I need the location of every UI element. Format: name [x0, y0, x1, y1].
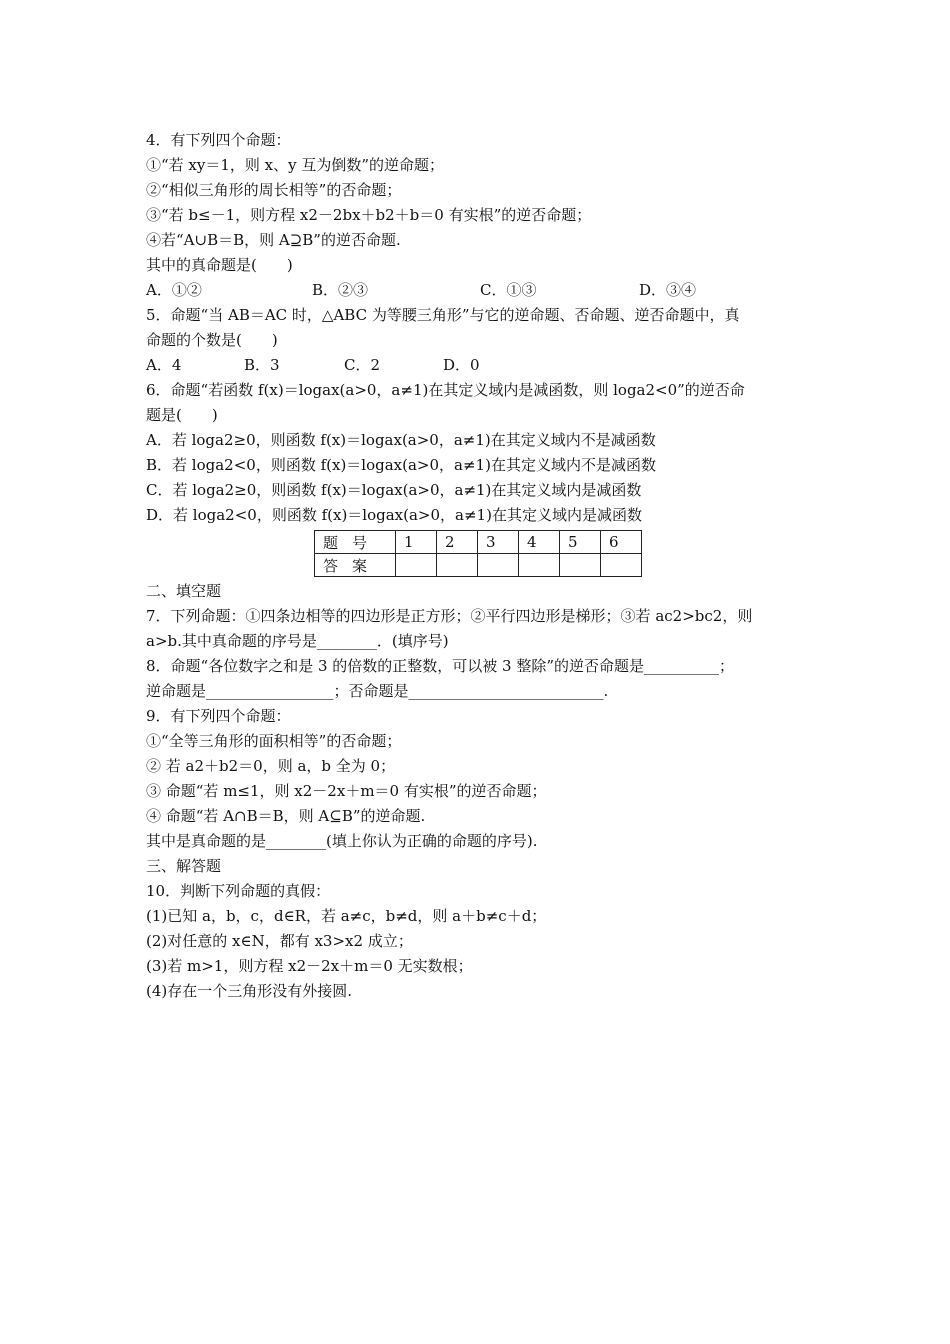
- answer-cell[interactable]: [396, 554, 437, 577]
- q7-line-2: a>b.其中真命题的序号是________．(填序号): [146, 632, 449, 650]
- q10-item-3: (3)若 m>1，则方程 x2－2x＋m＝0 无实数根；: [146, 957, 473, 975]
- q4-ask: 其中的真命题是( ): [146, 256, 293, 274]
- q6-option-a: A．若 loga2≥0，则函数 f(x)＝logax(a>0，a≠1)在其定义域内不是减函数: [146, 431, 656, 449]
- answer-table-number: 4: [519, 531, 560, 554]
- q8-line-2: 逆命题是_________________；否命题是__________________________.: [146, 682, 609, 700]
- answer-cell[interactable]: [437, 554, 478, 577]
- q8-line-1: 8．命题“各位数字之和是 3 的倍数的正整数，可以被 3 整除”的逆否命题是__________；: [146, 657, 735, 675]
- q4-item-1: ①“若 xy＝1，则 x、y 互为倒数”的逆命题；: [146, 156, 445, 174]
- answer-table: [314, 530, 642, 577]
- q4-option-d: D．③④: [639, 281, 697, 299]
- q10-item-4: (4)存在一个三角形没有外接圆.: [146, 982, 353, 1000]
- q5-option-c: C．2: [344, 356, 381, 374]
- answer-table-number-row: [315, 531, 642, 554]
- q5-line-1: 5．命题“当 AB＝AC 时，△ABC 为等腰三角形”与它的逆命题、否命题、逆否命题中，真: [146, 306, 740, 324]
- answer-table-number: 2: [437, 531, 478, 554]
- q4-option-c: C．①③: [480, 281, 537, 299]
- q9-item-2: ② 若 a2＋b2＝0，则 a，b 全为 0；: [146, 757, 396, 775]
- q9-item-3: ③ 命题“若 m≤1，则 x2－2x＋m＝0 有实根”的逆否命题；: [146, 782, 547, 800]
- q10-item-2: (2)对任意的 x∈N，都有 x3>x2 成立；: [146, 932, 413, 950]
- q5-option-d: D．0: [443, 356, 480, 374]
- q6-option-b: B．若 loga2<0，则函数 f(x)＝logax(a>0，a≠1)在其定义域内不是减函数: [146, 456, 656, 474]
- answer-cell[interactable]: [519, 554, 560, 577]
- q10-item-1: (1)已知 a，b，c，d∈R，若 a≠c，b≠d，则 a＋b≠c＋d；: [146, 907, 547, 925]
- answer-cell[interactable]: [478, 554, 519, 577]
- q5-options: [146, 353, 816, 378]
- q9-ask: 其中是真命题的是________(填上你认为正确的命题的序号).: [146, 832, 538, 850]
- answer-table-answer-row: [315, 554, 642, 577]
- q7-line-1: 7．下列命题：①四条边相等的四边形是正方形；②平行四边形是梯形；③若 ac2>bc2，则: [146, 607, 753, 625]
- q9-stem: 9．有下列四个命题：: [146, 707, 291, 725]
- answer-table-number: 6: [601, 531, 642, 554]
- answer-table-number: 3: [478, 531, 519, 554]
- q6-option-d: D．若 loga2<0，则函数 f(x)＝logax(a>0，a≠1)在其定义域内是减函数: [146, 506, 642, 524]
- answer-table-number: 1: [396, 531, 437, 554]
- q9-item-1: ①“全等三角形的面积相等”的否命题；: [146, 732, 402, 750]
- answer-table-number: 5: [560, 531, 601, 554]
- q4-option-a: A．①②: [146, 281, 202, 299]
- answer-table-answer-header: 答案: [315, 554, 396, 577]
- q4-options: [146, 278, 816, 303]
- q9-item-4: ④ 命题“若 A∩B＝B，则 A⊆B”的逆命题.: [146, 807, 426, 825]
- q4-option-b: B．②③: [312, 281, 369, 299]
- q4-stem: 4．有下列四个命题：: [146, 131, 291, 149]
- answer-cell[interactable]: [601, 554, 642, 577]
- q4-item-3: ③“若 b≤－1，则方程 x2－2bx＋b2＋b＝0 有实根”的逆否命题；: [146, 206, 592, 224]
- answer-cell[interactable]: [560, 554, 601, 577]
- q6-line-2: 题是( ): [146, 406, 218, 424]
- q5-line-2: 命题的个数是( ): [146, 331, 278, 349]
- q5-option-a: A．4: [146, 356, 182, 374]
- q6-line-1: 6．命题“若函数 f(x)＝logax(a>0，a≠1)在其定义域内是减函数，则 loga2<0”的逆否命: [146, 381, 745, 399]
- q6-option-c: C．若 loga2≥0，则函数 f(x)＝logax(a>0，a≠1)在其定义域内是减函数: [146, 481, 642, 499]
- section-solve-heading: 三、解答题: [146, 857, 222, 875]
- answer-table-number-header: 题号: [315, 531, 396, 554]
- q4-item-2: ②“相似三角形的周长相等”的否命题；: [146, 181, 402, 199]
- q5-option-b: B．3: [244, 356, 280, 374]
- section-fill-in-heading: 二、填空题: [146, 582, 222, 600]
- q4-item-4: ④若“A∪B＝B，则 A⊇B”的逆否命题.: [146, 231, 401, 249]
- q10-stem: 10．判断下列命题的真假：: [146, 882, 331, 900]
- document-content: [146, 128, 816, 1004]
